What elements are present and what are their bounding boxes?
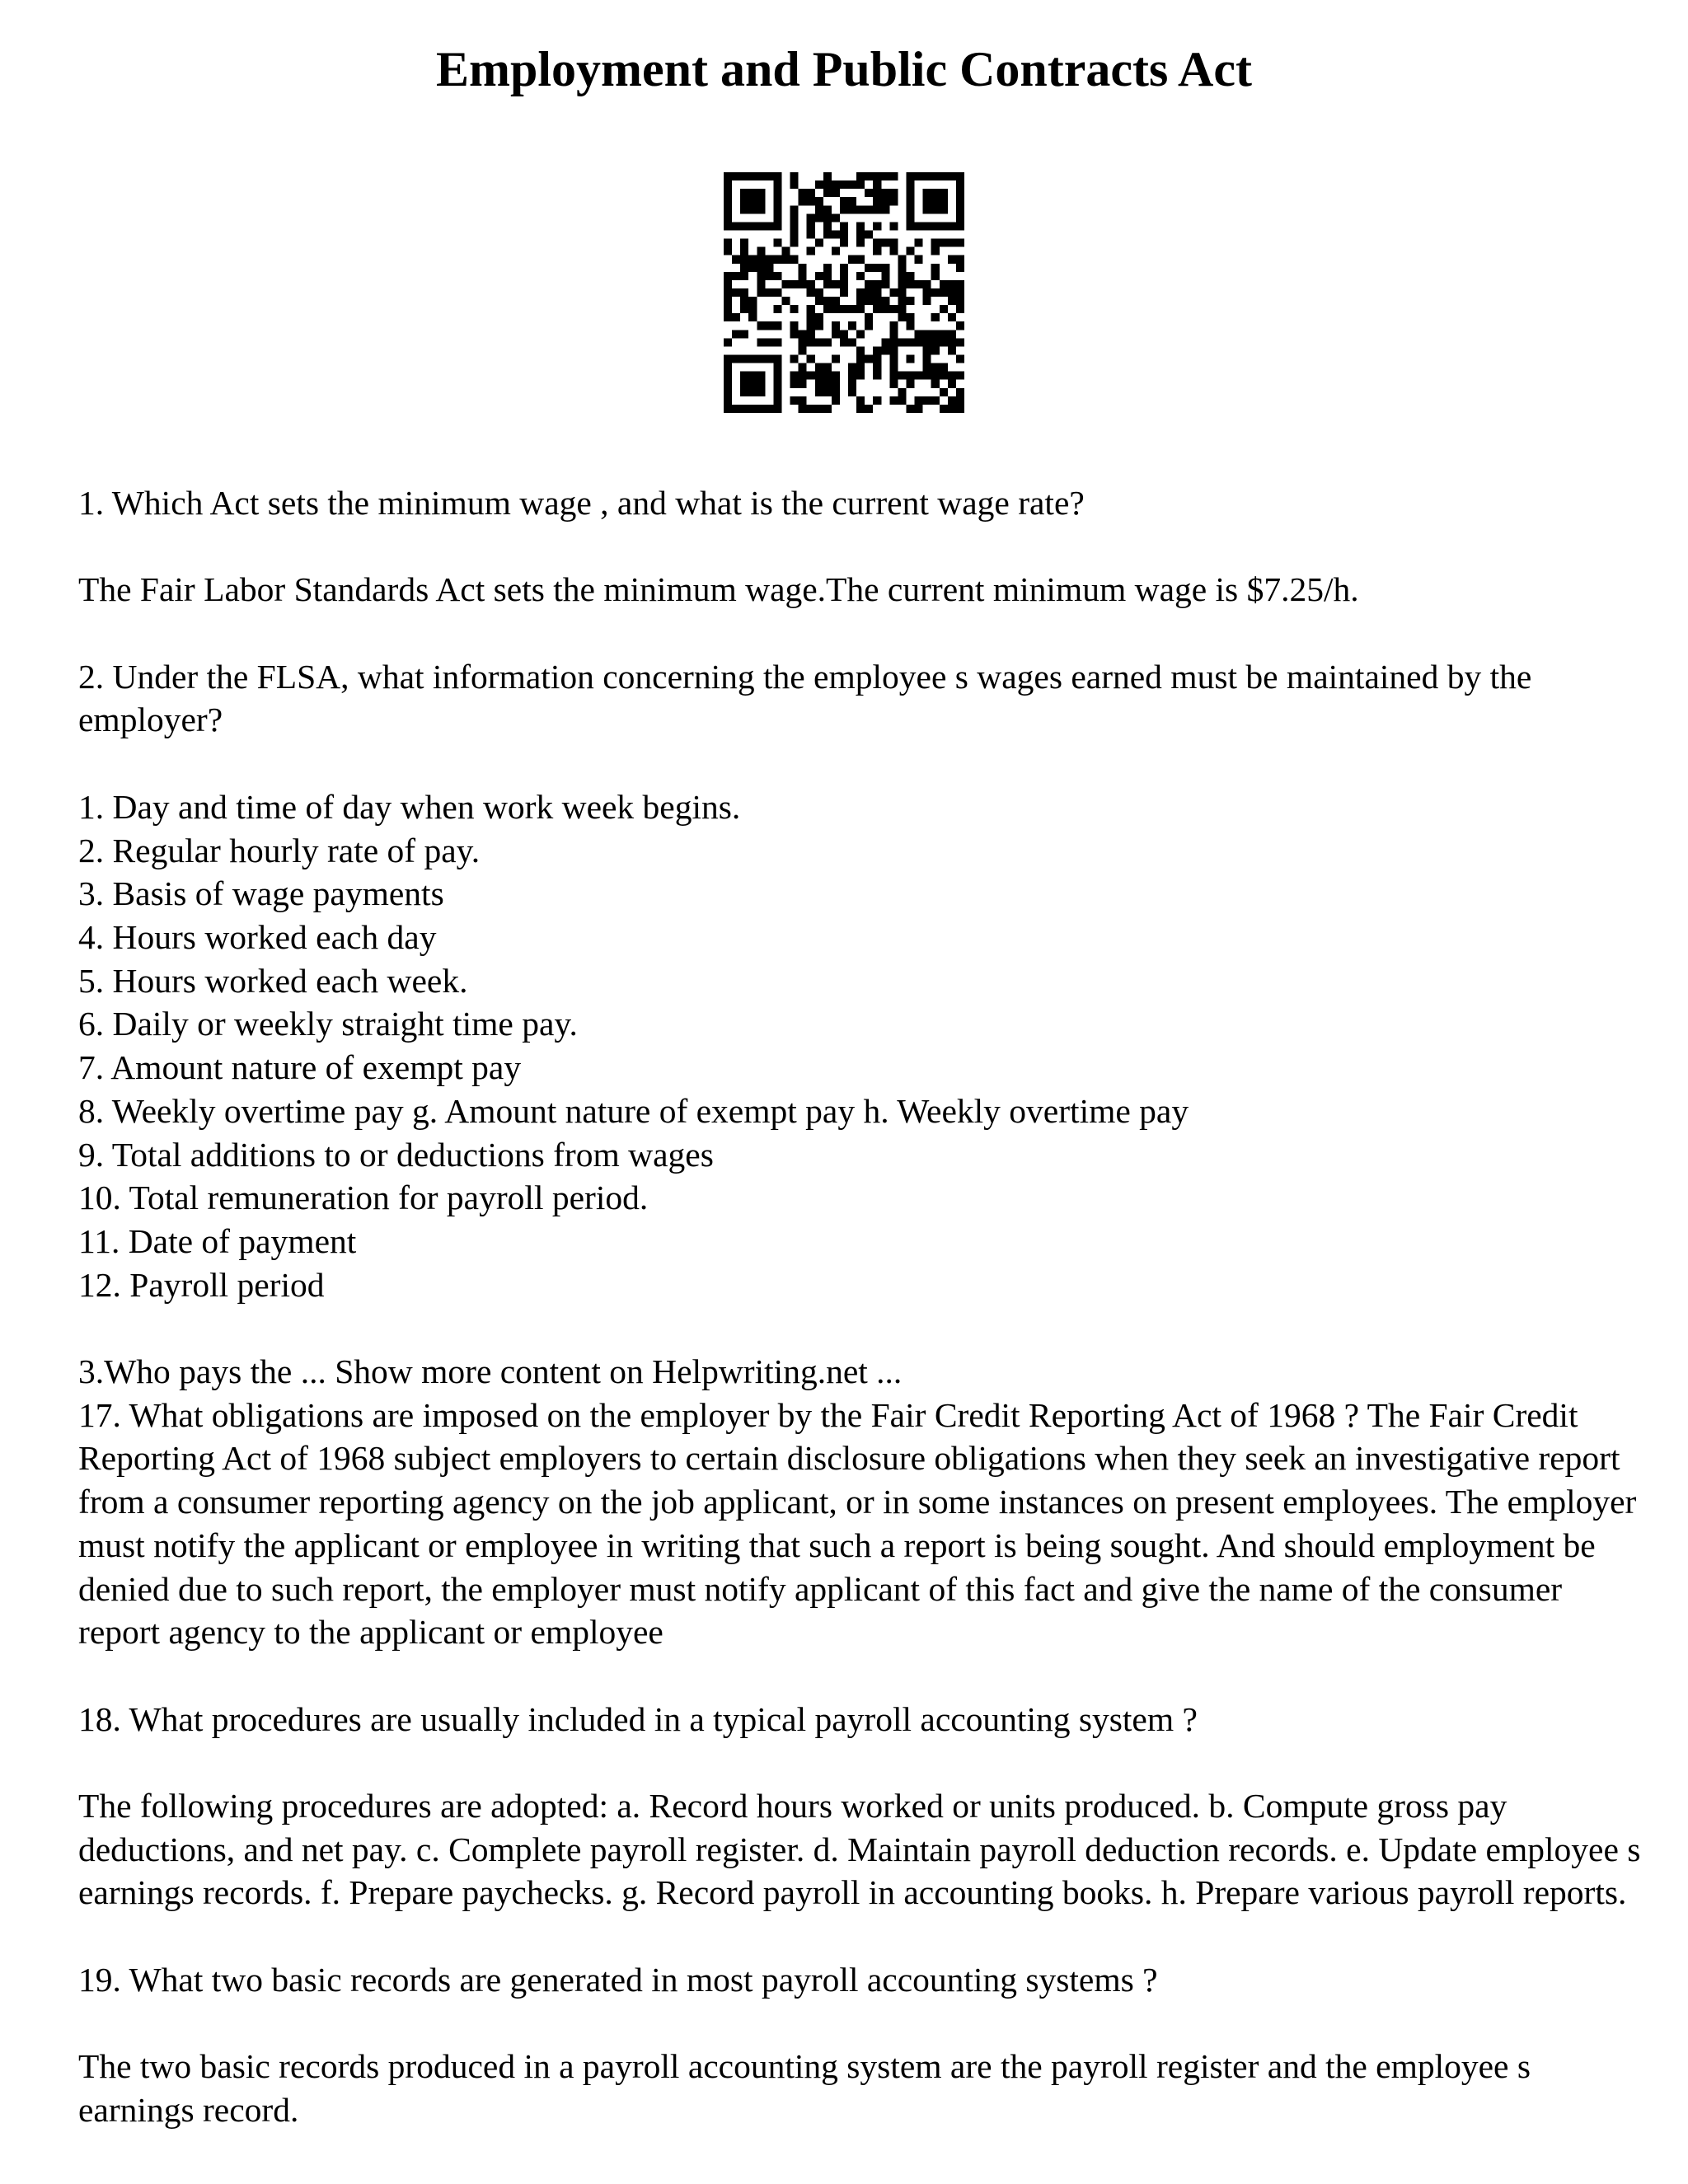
list-item: 9. Total additions to or deductions from wages	[78, 1135, 714, 1174]
wage-records-list	[78, 785, 1644, 1306]
list-item: 10. Total remuneration for payroll period.	[78, 1179, 649, 1217]
answer-19: The two basic records produced in a payroll accounting system are the payroll register and the employee s earnings record.	[78, 2047, 1531, 2129]
question-18: 18. What procedures are usually included in a typical payroll accounting system ?	[78, 1699, 1198, 1738]
list-item: 3. Basis of wage payments	[78, 874, 444, 913]
list-item: 5. Hours worked each week.	[78, 961, 468, 1000]
truncated-content-notice: 3.Who pays the ... Show more content on Helpwriting.net ...	[78, 1352, 903, 1390]
question-1: 1. Which Act sets the minimum wage , and what is the current wage rate?	[78, 484, 1085, 522]
list-item: 1. Day and time of day when work week begins.	[78, 787, 741, 826]
qr-code-icon	[724, 172, 964, 413]
list-item: 8. Weekly overtime pay g. Amount nature of exempt pay h. Weekly overtime pay	[78, 1091, 1189, 1130]
list-item: 4. Hours worked each day	[78, 917, 437, 956]
document-title: Employment and Public Contracts Act	[436, 42, 1252, 96]
list-item: 12. Payroll period	[78, 1265, 325, 1304]
question-17: 17. What obligations are imposed on the employer by the Fair Credit Reporting Act of 1968 ? The Fair Credit Reporting Act of 1968 subject employers to certain disclosure obligations when they seek an investigative report from a consumer reporting agency on the job applicant, or in some instances on present employees. The employer must notify the applicant or employee in writing that such a report is being sought. And should employment be denied due to such report, the employer must notify applicant of this fact and give the name of the consumer report agency to the applicant or employee	[78, 1395, 1637, 1652]
list-item: 11. Date of payment	[78, 1221, 357, 1260]
list-item: 7. Amount nature of exempt pay	[78, 1048, 522, 1087]
question-2: 2. Under the FLSA, what information concerning the employee s wages earned must be maintained by the employer?	[78, 657, 1532, 739]
answer-1: The Fair Labor Standards Act sets the minimum wage.The current minimum wage is $7.25/h.	[78, 570, 1359, 609]
list-item: 6. Daily or weekly straight time pay.	[78, 1005, 578, 1043]
list-item: 2. Regular hourly rate of pay.	[78, 831, 481, 869]
question-19: 19. What two basic records are generated in most payroll accounting systems ?	[78, 1960, 1158, 1999]
answer-18: The following procedures are adopted: a. Record hours worked or units produced. b. Compute gross pay deductions, and net pay. c. Complete payroll register. d. Maintain payroll deduction records. e. Update employee s earnings records. f. Prepare paychecks. g. Record payroll in accounting books. h. Prepare various payroll reports.	[78, 1787, 1641, 1912]
document-body	[78, 481, 1644, 2132]
